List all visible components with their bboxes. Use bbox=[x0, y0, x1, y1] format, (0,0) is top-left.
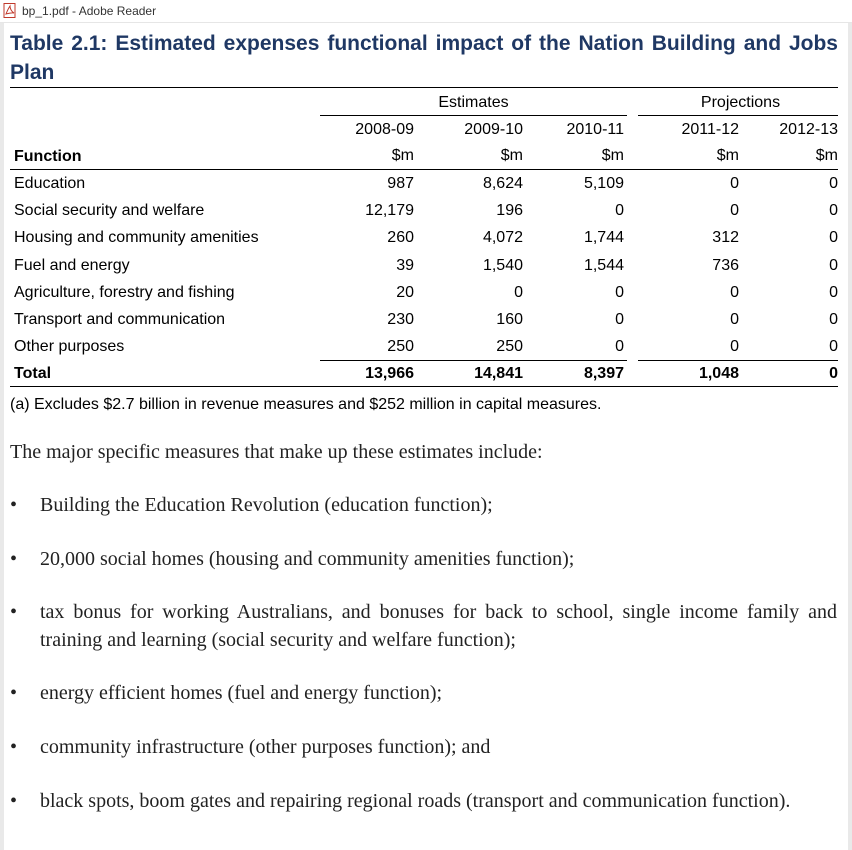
list-item-text: community infrastructure (other purposes function); and bbox=[40, 736, 491, 758]
pdf-file-icon bbox=[3, 3, 17, 18]
cell-value: 1,744 bbox=[583, 229, 624, 247]
cell-value: 196 bbox=[496, 202, 523, 220]
cell-value: 5,109 bbox=[583, 175, 624, 192]
cell-value: 8,397 bbox=[583, 365, 624, 382]
cell-value: 13,966 bbox=[365, 365, 414, 382]
header-year: 2008-09 bbox=[355, 121, 414, 138]
list-item-text: Building the Education Revolution (education function); bbox=[40, 494, 493, 516]
cell-value: 1,544 bbox=[583, 256, 624, 274]
cell-value: 312 bbox=[712, 229, 739, 247]
cell-value: 160 bbox=[496, 311, 523, 328]
list-item bbox=[10, 491, 835, 519]
cell-value: 1,540 bbox=[482, 256, 523, 274]
header-unit: $m bbox=[716, 147, 739, 164]
cell-value: 0 bbox=[730, 175, 739, 192]
list-item bbox=[10, 679, 835, 707]
intro-paragraph: The major specific measures that make up these estimates include: bbox=[10, 441, 543, 463]
cell-value: 0 bbox=[829, 365, 838, 382]
cell-value: 250 bbox=[496, 338, 523, 356]
cell-value: 0 bbox=[730, 202, 739, 220]
row-label: Total bbox=[14, 365, 52, 382]
list-item bbox=[10, 545, 835, 573]
cell-value: 0 bbox=[829, 202, 838, 220]
bullet-dot: • bbox=[10, 736, 18, 758]
page-gutter-left bbox=[0, 23, 4, 850]
row-label: Fuel and energy bbox=[14, 256, 130, 274]
header-year: 2011-12 bbox=[681, 121, 739, 138]
list-item bbox=[10, 598, 835, 654]
list-item-text: black spots, boom gates and repairing regional roads (transport and communication function). bbox=[40, 790, 791, 812]
cell-value: 0 bbox=[615, 202, 624, 220]
cell-value: 0 bbox=[829, 229, 838, 247]
cell-value: 8,624 bbox=[482, 175, 523, 192]
header-year: 2010-11 bbox=[566, 121, 624, 138]
cell-value: 0 bbox=[829, 256, 838, 274]
cell-value: 1,048 bbox=[698, 365, 739, 382]
cell-value: 0 bbox=[730, 283, 739, 301]
header-bottom-rule bbox=[10, 169, 838, 170]
cell-value: 260 bbox=[387, 229, 414, 247]
subtotal-rule-projections bbox=[638, 360, 838, 361]
row-label: Other purposes bbox=[14, 338, 125, 356]
row-label: Education bbox=[14, 175, 86, 192]
cell-value: 0 bbox=[829, 311, 838, 328]
cell-value: 4,072 bbox=[482, 229, 523, 247]
projections-group-rule bbox=[638, 115, 838, 116]
cell-value: 14,841 bbox=[474, 365, 523, 382]
cell-value: 0 bbox=[829, 175, 838, 192]
bullet-dot: • bbox=[10, 548, 18, 570]
header-unit: $m bbox=[391, 147, 414, 164]
header-unit: $m bbox=[601, 147, 624, 164]
cell-value: 0 bbox=[615, 311, 624, 328]
cell-value: 250 bbox=[387, 338, 414, 356]
subtotal-rule-estimates bbox=[320, 360, 627, 361]
cell-value: 736 bbox=[712, 256, 739, 274]
bullet-dot: • bbox=[10, 682, 18, 704]
cell-value: 0 bbox=[829, 283, 838, 301]
row-label: Agriculture, forestry and fishing bbox=[14, 283, 235, 301]
cell-value: 0 bbox=[615, 283, 624, 301]
cell-value: 987 bbox=[387, 175, 414, 192]
bullet-dot: • bbox=[10, 790, 18, 812]
window-title: bp_1.pdf - Adobe Reader bbox=[22, 4, 157, 18]
table-bottom-rule bbox=[10, 386, 838, 387]
cell-value: 0 bbox=[615, 338, 624, 356]
estimates-group-rule bbox=[320, 115, 627, 116]
list-item bbox=[10, 733, 835, 761]
cell-value: 20 bbox=[396, 283, 414, 301]
page-gutter-right bbox=[848, 23, 852, 850]
header-estimates: Estimates bbox=[438, 94, 509, 111]
cell-value: 0 bbox=[514, 283, 523, 301]
cell-value: 0 bbox=[829, 338, 838, 356]
row-label: Social security and welfare bbox=[14, 202, 205, 220]
bullet-dot: • bbox=[10, 494, 18, 516]
row-label: Transport and communication bbox=[14, 311, 226, 328]
header-year: 2009-10 bbox=[464, 121, 523, 138]
header-year: 2012-13 bbox=[779, 121, 838, 138]
list-item-text: tax bonus for working Australians, and bonuses for back to school, single income family and training and learning (social security and welfare function); bbox=[40, 601, 837, 651]
list-item bbox=[10, 787, 835, 843]
header-function: Function bbox=[14, 148, 82, 165]
table-title: Table 2.1: Estimated expenses functional impact of the Nation Building and Jobs Plan bbox=[10, 32, 838, 84]
header-unit: $m bbox=[815, 147, 838, 164]
cell-value: 230 bbox=[387, 311, 414, 328]
table-top-rule bbox=[10, 87, 838, 88]
bullet-dot: • bbox=[10, 601, 18, 623]
window-titlebar bbox=[0, 0, 852, 23]
list-item-text: energy efficient homes (fuel and energy function); bbox=[40, 682, 443, 704]
cell-value: 39 bbox=[396, 256, 414, 274]
cell-value: 0 bbox=[730, 338, 739, 356]
list-item-text: 20,000 social homes (housing and community amenities function); bbox=[40, 548, 575, 570]
header-projections: Projections bbox=[700, 94, 781, 111]
header-unit: $m bbox=[500, 147, 523, 164]
cell-value: 0 bbox=[730, 311, 739, 328]
cell-value: 12,179 bbox=[365, 202, 414, 220]
row-label: Housing and community amenities bbox=[14, 229, 259, 247]
table-footnote: (a) Excludes $2.7 billion in revenue measures and $252 million in capital measures. bbox=[10, 396, 602, 413]
